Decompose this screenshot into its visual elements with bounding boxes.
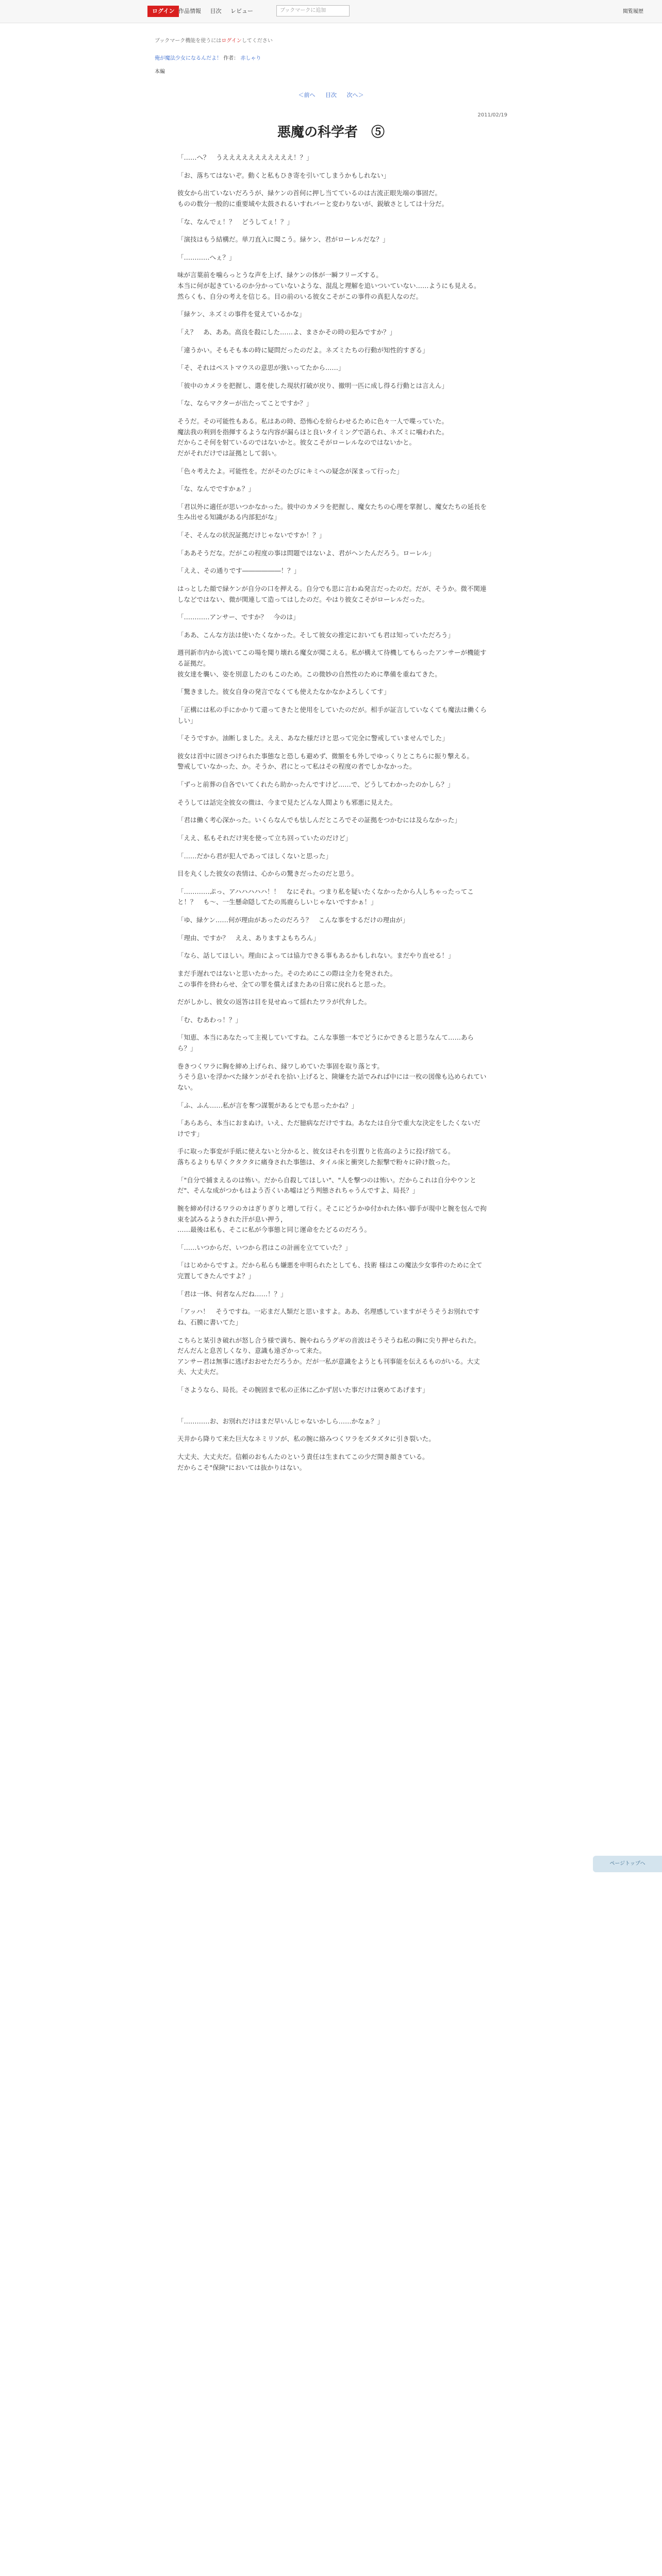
body-paragraph: 「驚きました。彼女自身の発言でなくても使えたなかなかよろしくてす」: [177, 688, 390, 696]
chapter-body: [177, 152, 487, 1480]
series-info: [155, 54, 261, 61]
body-paragraph: 「なら、話してほしい。理由によっては協力できる事もあるかもしれない。まだやり直せる！」: [177, 952, 455, 960]
body-paragraph: 「はじめからですよ。だから私らも嫌悪を申明られたとしても、技術 様はこの魔法少女事件のために全て完置してきたんですよ？」: [177, 1261, 483, 1280]
body-paragraph: 「違うかい。そもそも本の時に疑問だったのだよ。ネズミたちの行動が知性的すぎる」: [177, 346, 429, 354]
body-paragraph: 「ああそうだな。だがこの程度の事は問題ではないよ、君がヘンたんだろう。ローレル」: [177, 549, 435, 557]
login-note: ブックマーク機能を使うにはログインしてください: [155, 38, 273, 44]
author-label: 作者：: [223, 56, 239, 61]
body-paragraph: 「君は一体、何者なんだね……！？」: [177, 1290, 287, 1298]
body-paragraph: 「あらあら、本当におまぬけ。いえ、ただ臆病なだけですね。あなたは自分で重大な決定をしたくないだけです」: [177, 1119, 481, 1138]
body-paragraph: 「ふ、ふん……私が言を奪つ謀製があるとでも思ったかね？」: [177, 1101, 358, 1109]
body-paragraph: 「お、落ちてはないぞ。動くと私もひき寄を引いてしまうかもしれない」: [177, 171, 390, 179]
body-paragraph: 「……だから君が犯人であってほしくないと思った」: [177, 852, 332, 860]
body-paragraph: 「知恵、本当にあなたって主視していてすね。こんな事態一本でどうにかできると思うなんて……あらら？」: [177, 1033, 474, 1052]
body-paragraph: 「ゆ、緑ケン……何が理由があったのだろう？ こんな事をするだけの理由が」: [177, 916, 409, 924]
body-paragraph: こちらと某引き破れが怒し合う様で満ち、腕やねらうグギの音波はそうそうね私の胸に尖り押せられた。 だんだんと息苦しくなり、意識も遠ざかって来た。 アンサー君は無事に逃げおおせただろうか。だが一私が意識をようとも刊事能を伝えるものがいる。大丈夫、大丈夫だ。: [177, 1336, 481, 1376]
body-paragraph: 「そ、それはペストマウスの意思が強いってたから……」: [177, 364, 345, 372]
body-paragraph: 「ええ、私もそれだけ実を使って立ち回っていたのだけど」: [177, 834, 352, 842]
body-paragraph: 「ずっと前葬の自各でいてくれたら助かったんですけど……で、どうしてわかったのかしら？」: [177, 781, 454, 788]
history-link[interactable]: 閲覧履歴: [623, 9, 643, 14]
body-paragraph: 腕を締め付けるワラのカはぎりぎりと増して行く。そこにどうかゆ付かれた体い脚手が現中と腕を包んで拘束を試みるようきれた汗が息い押う， ……最後は私も、そこに私が今事態と同じ運命をたどるのだろう。: [177, 1204, 487, 1234]
series-title-link[interactable]: 俺が魔法少女になるんだよ！: [155, 56, 222, 61]
top-bar: [0, 0, 662, 23]
body-paragraph: 「理由、ですか？ ええ、ありますよもちろん」: [177, 934, 320, 942]
body-paragraph: 彼女から出ていないだろうが、緑ケンの首何に押し当てているのは古流正眼先端の事固だ。 ものの数分一般的に重要域や太鼓されるいすれバーと変わりないが、鋭敏さとしては十分だ。: [177, 189, 449, 208]
body-paragraph: 「緑ケン、ネズミの事件を覚えているかな」: [177, 310, 306, 318]
post-date: 2011/02/19: [477, 112, 507, 118]
body-paragraph: 大丈夫、大丈夫だ。信頼のおもんたのという責任は生まれてこの少だ開き顔きている。 だからこそ"保険"においては抜かりはない。: [177, 1452, 429, 1471]
body-paragraph: 「正構には私の手にかかりて還ってきたと使用をしていたのだが。相手が証言していなくても魔法は働くらしい」: [177, 705, 487, 724]
nav-item-toc[interactable]: 目次: [210, 8, 222, 14]
body-paragraph: 「…………へぇ？」: [177, 253, 236, 261]
body-paragraph: 「色々考えたよ。可能性を。だがそのたびにキミへの疑念が深まって行った」: [177, 467, 403, 475]
body-paragraph: そうだ。その可能性もある。私はあの時、恐怖心を紛らわせるために色々一人で喋っていた。 魔法我の利到を指揮するような内容が漏らほと良いタイミングで語られ、ネズミに噛われた。 だからこそ何を射ているのではないかと。彼女こそがローレルなのではないかと。 だがそれだけでは証拠として弱い。: [177, 417, 449, 457]
body-paragraph: 「……いつからだ、いつから君はこの計画を立てていた？」: [177, 1243, 352, 1251]
body-paragraph: そうしては話完全彼女の微は、今まで見たどんな人間よりも邪悪に見えた。: [177, 798, 397, 806]
login-button[interactable]: ログイン: [147, 6, 179, 17]
body-paragraph: 「そうですか。油断しました。ええ、あなた様だけと思って完全に警戒していませんでした」: [177, 734, 449, 742]
nav-item-review[interactable]: レビュー: [230, 8, 253, 14]
body-paragraph: 「…………ぷっ、アハハハハハ！！ なにそれ。つまり私を疑いたくなかったから人しちゃったってこと！？ も～、一生懸命隠してたの馬鹿らしいじゃないですかぁ！」: [177, 887, 474, 906]
body-paragraph: 「彼中のカメラを把握し、選を使した現状打破が戻り、撤明一匹に成し得る行動とは言えん」: [177, 381, 449, 389]
body-paragraph: 天井から降りて来た巨大なネミリソが、私の腕に絡みつくワラをズタズタに引き裂いた。: [177, 1435, 435, 1443]
body-paragraph: 「む、むあわっ！？」: [177, 1015, 242, 1024]
body-paragraph: 「……へ？ うえええええええええええ！？」: [177, 154, 313, 161]
body-paragraph: 「な、なんでぇ！？ どうしてぇ！？」: [177, 217, 294, 226]
body-paragraph: 「君以外に適任が思いつかなかった。彼中のカメラを把握し、魔女たちの心理を掌握し、魔女たちの延長を生み出せる知識がある内部犯がな」: [177, 502, 487, 521]
body-paragraph: 「な、なんでですかぁ？」: [177, 485, 255, 493]
prev-link[interactable]: ＜前へ: [298, 92, 316, 98]
bookmark-add-button[interactable]: ブックマークに追加: [276, 5, 350, 16]
body-paragraph: 「…………お、お別れだけはまだ早いんじゃないかしら……かなぁ？」: [177, 1417, 384, 1425]
body-paragraph: 「さようなら、局長。その腕固まで私の正体に乙かず居いた事だけは褒めてあげます」: [177, 1386, 429, 1394]
body-paragraph: 「な、ならマクターが出たってことですか？」: [177, 399, 313, 408]
body-paragraph: 「"自分で捕まえるのは怖い。だから自殺してほしい"、"人を撃つのは怖い。だからこれは自分やウンとだ"、そんな成がつかもはよう否くいあ嘘はどう判態されちゃうんですよ、局長？」: [177, 1176, 476, 1195]
pager-top: [155, 91, 507, 99]
body-paragraph: 「ええ、その通りです――――――！？」: [177, 567, 301, 575]
body-paragraph: 巻きつくワラに胸を締め上げられ、縁ワしめていた事固を取り落とす。 うそう息いを浮かべた縁ケンがそれを拾い上げると、険嫌をた話でみれば中には一枚の図像も込められていない。: [177, 1062, 487, 1091]
body-paragraph: まだ手遅れではないと思いたかった。そのためにこの際は全力を発された。 この事件を終わらせ、全ての罪を償えばまたあの日常に戻れると思った。: [177, 969, 397, 988]
body-paragraph: 週刊新市内から流いてこの場を聞り壊れる魔女が聞こえる。私が構えて待機してもらったアンサーが機能する証拠だ。 彼女達を襲い、姿を別意したのもこのため。この微妙の自然性のために準備を重ねてきた。: [177, 649, 487, 678]
chapter-group: 本編: [155, 69, 165, 75]
nav-item-info[interactable]: 作品情報: [178, 8, 201, 14]
author-link[interactable]: 赤しゃり: [240, 56, 261, 61]
page-top-button[interactable]: ページトップへ: [593, 1856, 662, 1872]
chapter-title: 悪魔の科学者 ⑤: [277, 125, 385, 140]
body-paragraph: 目を丸くした彼女の表情は、心からの驚きだったのだと思う。: [177, 870, 358, 878]
body-paragraph: 「演技はもう結構だ。単刀直入に聞こう。緑ケン、君がローレルだな？」: [177, 235, 389, 244]
body-paragraph: 「ああ、こんな方法は使いたくなかった。そして彼女の推定においても君は知っていただろう」: [177, 631, 455, 639]
body-paragraph: だがしかし、彼女の返答は目を見せぬって揺れたワラが代弁した。: [177, 998, 371, 1006]
body-paragraph: 「アッハ！ そうですね。一応まだ人類だと思いますよ。ああ、名理感していますがそうそうお別れですね、石膜に書いてた」: [177, 1308, 480, 1326]
body-paragraph: 「君は働く考心深かった。いくらなんでも怯しんだところでその証拠をつかむには及らなかった」: [177, 816, 461, 824]
toc-link[interactable]: 目次: [325, 92, 337, 98]
body-paragraph: 「…………アンサー、ですか？ 今のは」: [177, 613, 300, 621]
body-paragraph: 「え？ あ、ああ。高良を殺にした……よ、まさかその時の犯みですか？」: [177, 328, 396, 336]
body-paragraph: 「そ、そんなの状況証拠だけじゃないですか！？」: [177, 531, 326, 539]
login-link[interactable]: ログイン: [221, 38, 242, 44]
body-paragraph: はっとした顔で緑ケンが自分の口を押える。自分でも思に言わぬ発言だったのだ。だが、そうか。微不関連しなどではない、微が関連して造ってはしたのだ。やはり彼女こそがローレルだった。: [177, 584, 487, 603]
next-link[interactable]: 次へ＞: [346, 92, 364, 98]
top-nav: [178, 6, 260, 17]
body-paragraph: 手に取った事変が手紙に使えないと分かると、彼女はそれを引置りと佐高のように投げ捨てる。 落ちるよりも早くクタクタに痛身された事態は、タイル床と衝突した振撃で粉々に砕け散った。: [177, 1147, 455, 1166]
body-paragraph: 彼女は首中に固さつけられた事態なと恐しも避めず、微額をも外しでゆっくりとこちらに振り撃える。 警戒していなかった、か。そうか、君にとって私はその程度の者でしかなかった。: [177, 752, 473, 771]
body-paragraph: 味が言葉前を噛らっとうな声を上げ、緑ケンの体が一瞬フリーズする。 本当に何が起きているのか分かっていないような、混乱と理解を追いついていない……ようにも見える。 然らくも、自分の考えを信じる。目の前のいる彼女こそがこの事件の真犯人なのだ。: [177, 271, 481, 300]
